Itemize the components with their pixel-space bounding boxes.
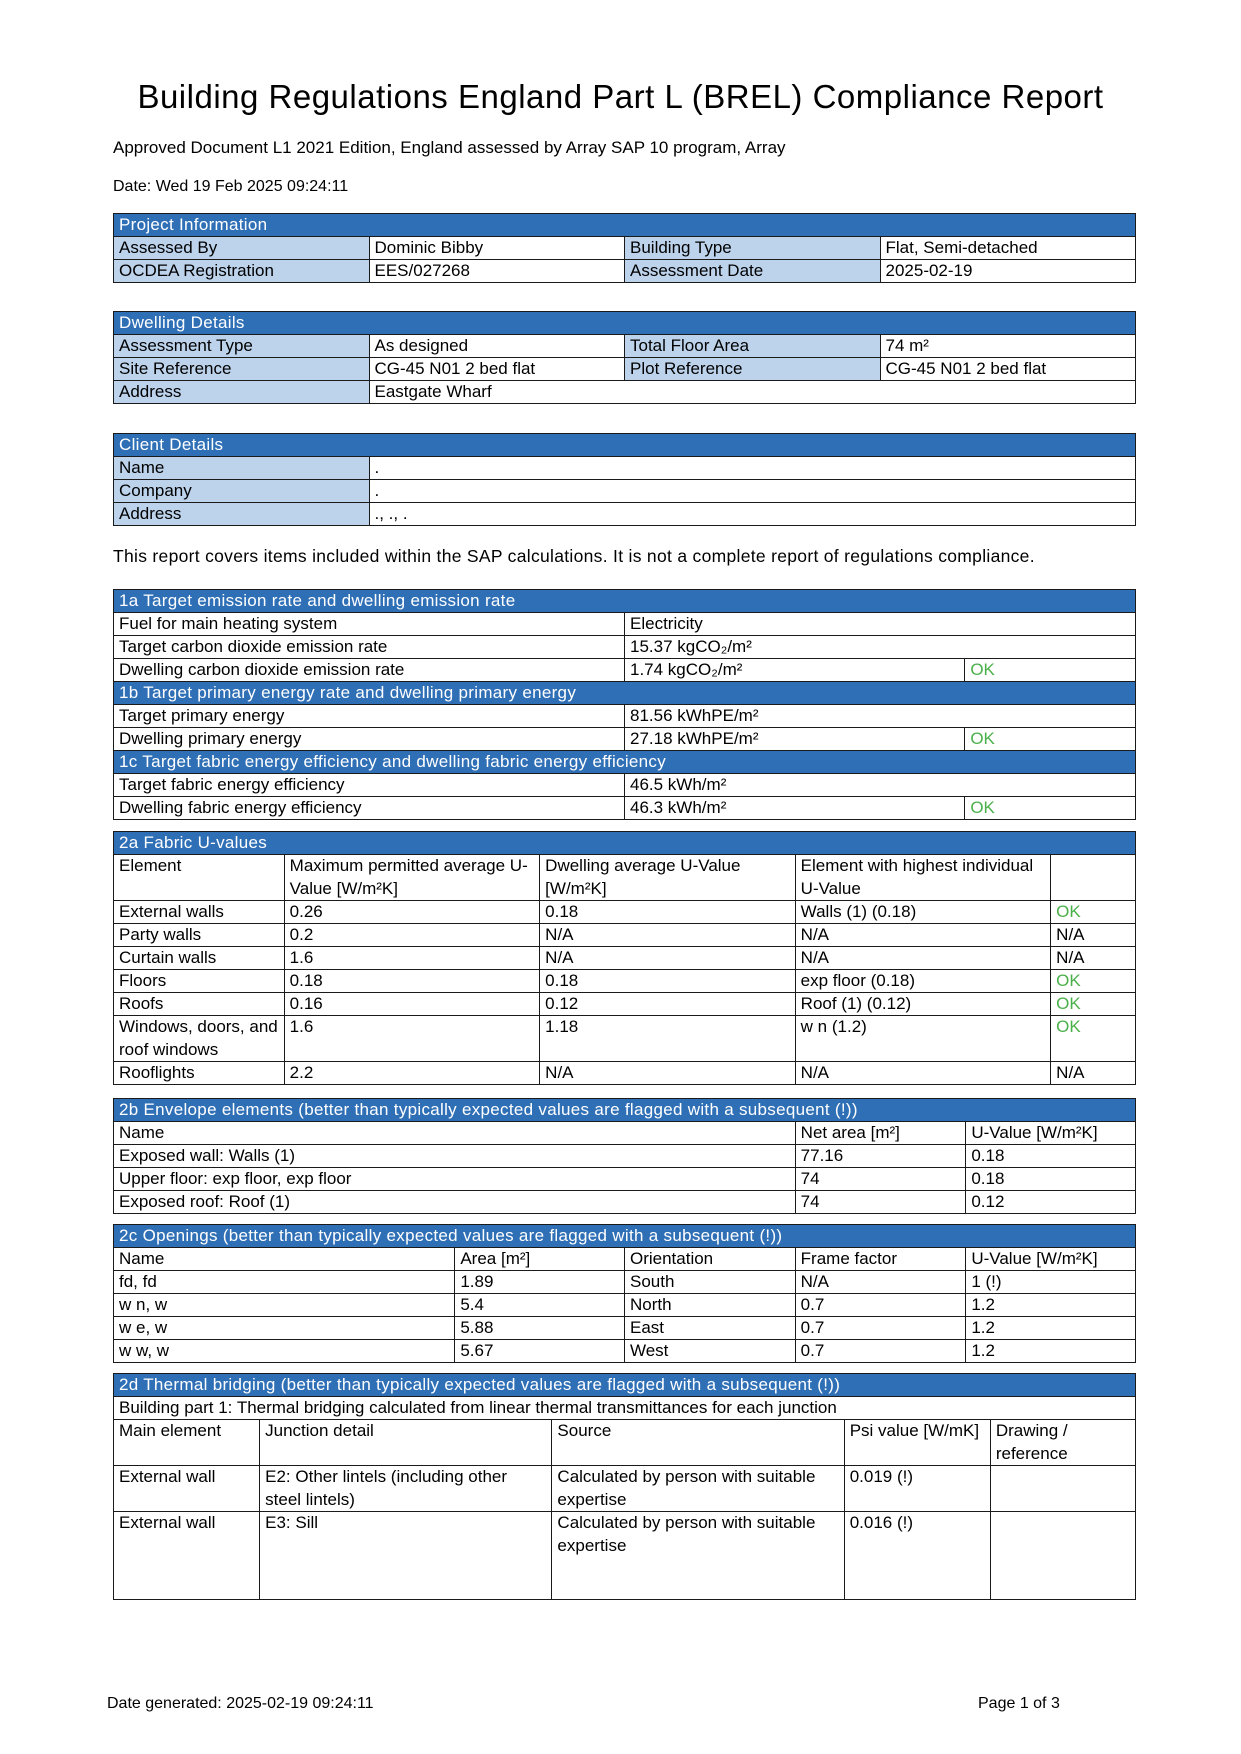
thermal-main: External wall: [114, 1466, 260, 1512]
thermal-col-junction: Junction detail: [260, 1420, 552, 1466]
fabric-avg: N/A: [540, 1062, 796, 1085]
target-co2-label: Target carbon dioxide emission rate: [114, 636, 625, 659]
opening-name: w e, w: [114, 1317, 455, 1340]
fabric-status: OK: [1051, 970, 1136, 993]
table-row: [114, 924, 1136, 947]
emission-header-1a: 1a Target emission rate and dwelling emission rate: [114, 590, 1136, 613]
openings-col-frame: Frame factor: [795, 1248, 966, 1271]
thermal-subheader: Building part 1: Thermal bridging calculated from linear thermal transmittances for each junction: [114, 1397, 1136, 1420]
target-co2-value: 15.37 kgCO₂/m²: [625, 636, 1136, 659]
dwelling-primary-energy-status: OK: [965, 728, 1136, 751]
dwelling-fee-value: 46.3 kWh/m²: [625, 797, 965, 820]
fabric-highest: Walls (1) (0.18): [795, 901, 1051, 924]
site-reference-label: Site Reference: [114, 358, 370, 381]
assessment-date-value: 2025-02-19: [880, 260, 1136, 283]
client-name-label: Name: [114, 457, 370, 480]
openings-col-orientation: Orientation: [624, 1248, 795, 1271]
fabric-avg: N/A: [540, 924, 796, 947]
project-information-header: Project Information: [114, 214, 1136, 237]
fabric-status: N/A: [1051, 1062, 1136, 1085]
opening-frame: N/A: [795, 1271, 966, 1294]
client-name-value: .: [369, 457, 1136, 480]
fabric-status: OK: [1051, 901, 1136, 924]
fabric-status: OK: [1051, 1016, 1136, 1062]
fabric-element: Party walls: [114, 924, 285, 947]
client-company-value: .: [369, 480, 1136, 503]
opening-frame: 0.7: [795, 1294, 966, 1317]
opening-name: w n, w: [114, 1294, 455, 1317]
fabric-element: Windows, doors, and roof windows: [114, 1016, 285, 1062]
opening-frame: 0.7: [795, 1340, 966, 1363]
opening-orientation: West: [624, 1340, 795, 1363]
opening-area: 1.89: [455, 1271, 625, 1294]
table-row: [114, 947, 1136, 970]
assessed-by-value: Dominic Bibby: [369, 237, 625, 260]
dwelling-fee-status: OK: [965, 797, 1136, 820]
fabric-avg: 0.18: [540, 901, 796, 924]
envelope-name: Exposed wall: Walls (1): [114, 1145, 796, 1168]
page-number: Page 1 of 3: [978, 1695, 1060, 1712]
openings-table: [113, 1224, 1136, 1363]
building-type-value: Flat, Semi-detached: [880, 237, 1136, 260]
opening-orientation: East: [624, 1317, 795, 1340]
fabric-u-values-table: [113, 831, 1136, 1085]
opening-area: 5.88: [455, 1317, 625, 1340]
openings-col-u: U-Value [W/m²K]: [966, 1248, 1136, 1271]
thermal-junction: E3: Sill: [260, 1512, 552, 1600]
envelope-name: Upper floor: exp floor, exp floor: [114, 1168, 796, 1191]
openings-col-area: Area [m²]: [455, 1248, 625, 1271]
fabric-highest: N/A: [795, 1062, 1051, 1085]
fabric-element: Rooflights: [114, 1062, 285, 1085]
fabric-col-highest: Element with highest individual U-Value: [795, 855, 1051, 901]
ocdea-value: EES/027268: [369, 260, 625, 283]
thermal-source: Calculated by person with suitable expertise: [552, 1512, 844, 1600]
project-information-table: [113, 213, 1136, 283]
table-row: [114, 1512, 1136, 1600]
table-row: [114, 1145, 1136, 1168]
assessment-type-label: Assessment Type: [114, 335, 370, 358]
date-generated: Date generated: 2025-02-19 09:24:11: [107, 1695, 374, 1712]
opening-u: 1.2: [966, 1340, 1136, 1363]
fabric-status: N/A: [1051, 947, 1136, 970]
thermal-col-drawing: Drawing / reference: [990, 1420, 1135, 1466]
dwelling-address-value: Eastgate Wharf: [369, 381, 1136, 404]
plot-reference-value: CG-45 N01 2 bed flat: [880, 358, 1136, 381]
opening-u: 1.2: [966, 1294, 1136, 1317]
opening-u: 1.2: [966, 1317, 1136, 1340]
envelope-u: 0.18: [966, 1168, 1136, 1191]
fabric-header: 2a Fabric U-values: [114, 832, 1136, 855]
fabric-max: 0.2: [284, 924, 540, 947]
opening-name: w w, w: [114, 1340, 455, 1363]
floor-area-value: 74 m²: [880, 335, 1136, 358]
opening-orientation: North: [624, 1294, 795, 1317]
dwelling-fee-label: Dwelling fabric energy efficiency: [114, 797, 625, 820]
thermal-col-source: Source: [552, 1420, 844, 1466]
fabric-avg: N/A: [540, 947, 796, 970]
client-company-label: Company: [114, 480, 370, 503]
envelope-u: 0.12: [966, 1191, 1136, 1214]
table-row: [114, 1271, 1136, 1294]
dwelling-co2-status: OK: [965, 659, 1136, 682]
report-title: Building Regulations England Part L (BREL) Compliance Report: [137, 78, 1104, 115]
target-fee-value: 46.5 kWh/m²: [625, 774, 1136, 797]
dwelling-details-header: Dwelling Details: [114, 312, 1136, 335]
fabric-element: External walls: [114, 901, 285, 924]
assessment-date-label: Assessment Date: [625, 260, 881, 283]
fabric-avg: 1.18: [540, 1016, 796, 1062]
opening-area: 5.4: [455, 1294, 625, 1317]
fabric-col-max: Maximum permitted average U-Value [W/m²K]: [284, 855, 540, 901]
emission-header-1c: 1c Target fabric energy efficiency and dwelling fabric energy efficiency: [114, 751, 1136, 774]
client-address-label: Address: [114, 503, 370, 526]
client-details-table: [113, 433, 1136, 526]
table-row: [114, 1317, 1136, 1340]
fabric-highest: N/A: [795, 924, 1051, 947]
envelope-area: 74: [795, 1168, 966, 1191]
fabric-highest: N/A: [795, 947, 1051, 970]
dwelling-primary-energy-label: Dwelling primary energy: [114, 728, 625, 751]
dwelling-primary-energy-value: 27.18 kWhPE/m²: [625, 728, 965, 751]
openings-col-name: Name: [114, 1248, 455, 1271]
fabric-status: N/A: [1051, 924, 1136, 947]
thermal-header: 2d Thermal bridging (better than typically expected values are flagged with a subsequent (!)): [114, 1374, 1136, 1397]
plot-reference-label: Plot Reference: [625, 358, 881, 381]
envelope-u: 0.18: [966, 1145, 1136, 1168]
table-row: [114, 970, 1136, 993]
table-row: [114, 1294, 1136, 1317]
fabric-element: Floors: [114, 970, 285, 993]
envelope-elements-table: [113, 1098, 1136, 1214]
fuel-label: Fuel for main heating system: [114, 613, 625, 636]
fabric-element: Roofs: [114, 993, 285, 1016]
client-details-header: Client Details: [114, 434, 1136, 457]
table-row: [114, 1466, 1136, 1512]
emission-rates-table: [113, 589, 1136, 820]
thermal-junction: E2: Other lintels (including other steel lintels): [260, 1466, 552, 1512]
openings-header: 2c Openings (better than typically expected values are flagged with a subsequent (!)): [114, 1225, 1136, 1248]
opening-name: fd, fd: [114, 1271, 455, 1294]
thermal-psi: 0.016 (!): [844, 1512, 990, 1600]
table-row: [114, 1062, 1136, 1085]
thermal-drawing: [990, 1512, 1135, 1600]
fabric-status: OK: [1051, 993, 1136, 1016]
thermal-main: External wall: [114, 1512, 260, 1600]
thermal-col-main: Main element: [114, 1420, 260, 1466]
report-date: Date: Wed 19 Feb 2025 09:24:11: [113, 178, 349, 195]
fabric-highest: exp floor (0.18): [795, 970, 1051, 993]
dwelling-co2-value: 1.74 kgCO₂/m²: [625, 659, 965, 682]
envelope-header: 2b Envelope elements (better than typically expected values are flagged with a subsequent (!)): [114, 1099, 1136, 1122]
table-row: [114, 1340, 1136, 1363]
fabric-max: 1.6: [284, 947, 540, 970]
table-row: [114, 1016, 1136, 1062]
dwelling-details-table: [113, 311, 1136, 404]
fabric-max: 0.16: [284, 993, 540, 1016]
envelope-area: 77.16: [795, 1145, 966, 1168]
table-row: [114, 1191, 1136, 1214]
fabric-col-element: Element: [114, 855, 285, 901]
thermal-col-psi: Psi value [W/mK]: [844, 1420, 990, 1466]
assessed-by-label: Assessed By: [114, 237, 370, 260]
client-address-value: ., ., .: [369, 503, 1136, 526]
fabric-highest: w n (1.2): [795, 1016, 1051, 1062]
fabric-avg: 0.18: [540, 970, 796, 993]
thermal-bridging-table: [113, 1373, 1136, 1600]
envelope-name: Exposed roof: Roof (1): [114, 1191, 796, 1214]
site-reference-value: CG-45 N01 2 bed flat: [369, 358, 625, 381]
ocdea-label: OCDEA Registration: [114, 260, 370, 283]
thermal-psi: 0.019 (!): [844, 1466, 990, 1512]
target-primary-energy-value: 81.56 kWhPE/m²: [625, 705, 1136, 728]
fabric-col-status: [1051, 855, 1136, 901]
table-row: [114, 993, 1136, 1016]
thermal-drawing: [990, 1466, 1135, 1512]
floor-area-label: Total Floor Area: [625, 335, 881, 358]
opening-area: 5.67: [455, 1340, 625, 1363]
envelope-col-name: Name: [114, 1122, 796, 1145]
dwelling-co2-label: Dwelling carbon dioxide emission rate: [114, 659, 625, 682]
fabric-highest: Roof (1) (0.12): [795, 993, 1051, 1016]
report-subtitle: Approved Document L1 2021 Edition, England assessed by Array SAP 10 program, Array: [113, 138, 786, 157]
fabric-max: 0.18: [284, 970, 540, 993]
opening-u: 1 (!): [966, 1271, 1136, 1294]
envelope-col-area: Net area [m²]: [795, 1122, 966, 1145]
target-fee-label: Target fabric energy efficiency: [114, 774, 625, 797]
table-row: [114, 1168, 1136, 1191]
fabric-avg: 0.12: [540, 993, 796, 1016]
opening-orientation: South: [624, 1271, 795, 1294]
fabric-col-avg: Dwelling average U-Value [W/m²K]: [540, 855, 796, 901]
scope-note: This report covers items included within the SAP calculations. It is not a complete report of regulations compliance.: [113, 546, 1035, 566]
table-row: [114, 901, 1136, 924]
thermal-source: Calculated by person with suitable expertise: [552, 1466, 844, 1512]
envelope-area: 74: [795, 1191, 966, 1214]
fabric-max: 1.6: [284, 1016, 540, 1062]
fabric-element: Curtain walls: [114, 947, 285, 970]
building-type-label: Building Type: [625, 237, 881, 260]
target-primary-energy-label: Target primary energy: [114, 705, 625, 728]
emission-header-1b: 1b Target primary energy rate and dwelling primary energy: [114, 682, 1136, 705]
assessment-type-value: As designed: [369, 335, 625, 358]
envelope-col-u: U-Value [W/m²K]: [966, 1122, 1136, 1145]
opening-frame: 0.7: [795, 1317, 966, 1340]
fabric-max: 2.2: [284, 1062, 540, 1085]
dwelling-address-label: Address: [114, 381, 370, 404]
fabric-max: 0.26: [284, 901, 540, 924]
fuel-value: Electricity: [625, 613, 1136, 636]
